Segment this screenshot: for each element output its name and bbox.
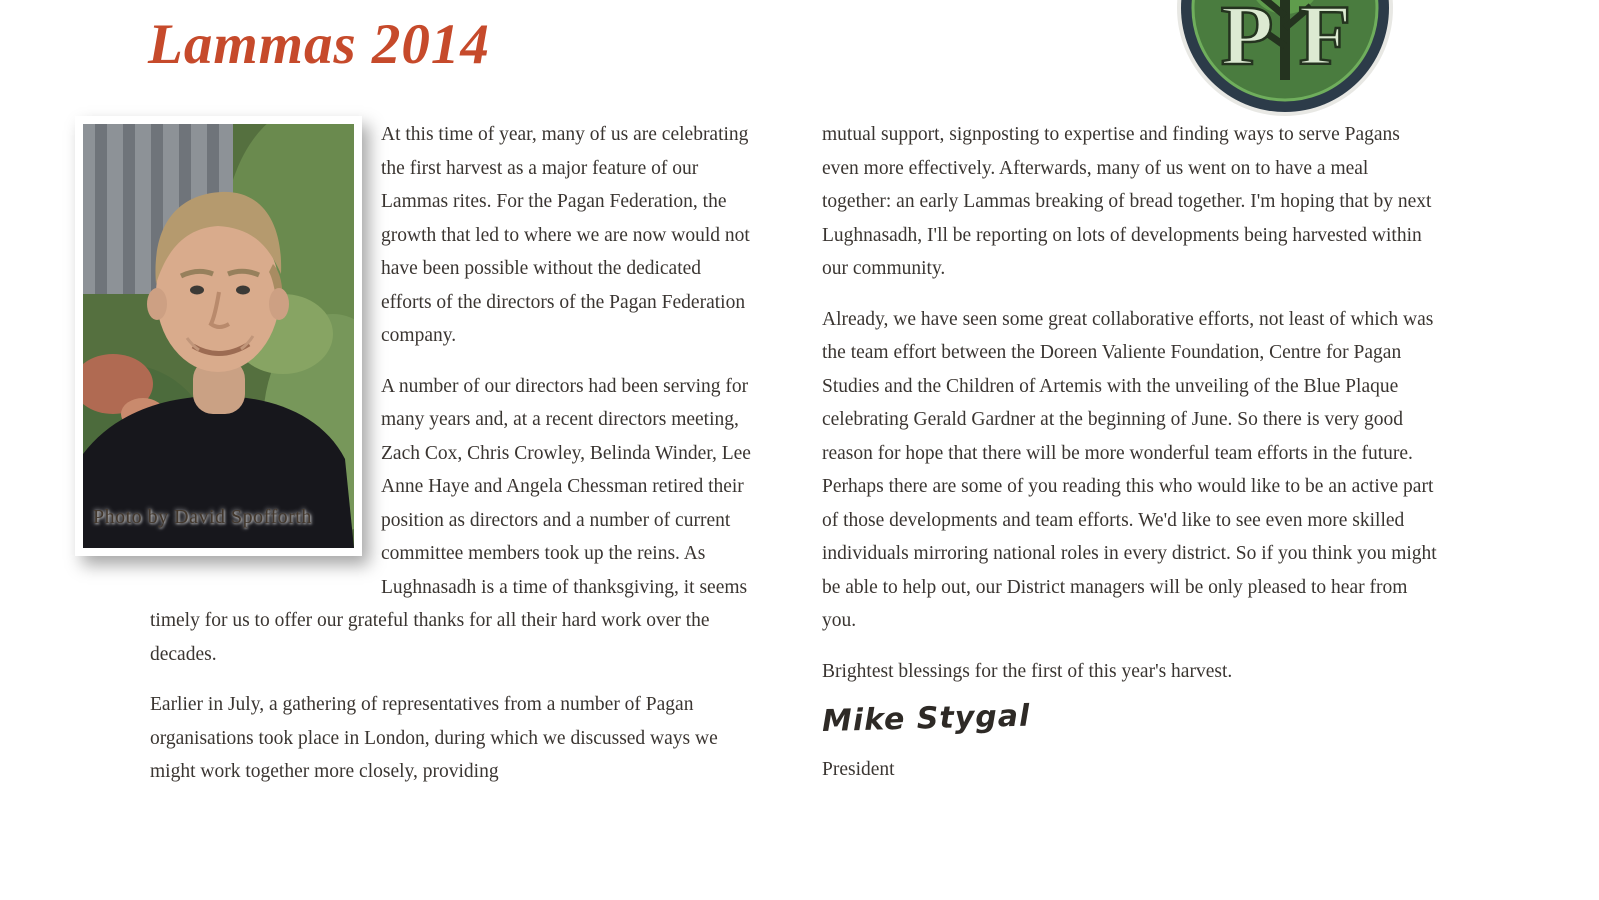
pagan-federation-logo <box>1173 0 1397 120</box>
signature-role: President <box>822 758 895 780</box>
article-right-column <box>822 118 1440 786</box>
page-title: Lammas 2014 <box>148 13 490 76</box>
portrait-photo <box>75 116 362 556</box>
portrait-photo-image <box>83 124 354 548</box>
logo-letter-p: P <box>1220 0 1274 83</box>
body-paragraph: At this time of year, many of us are celebrating the first harvest as a major feature of our Lammas rites. For the Pagan Federation, the growth that led to where we are now would not have been possible without the dedicated efforts of the directors of the Pagan Federation company. <box>381 124 750 346</box>
photo-caption: Photo by David Spofforth <box>93 505 312 528</box>
body-paragraph: A number of our directors had been serving for many years and, at a recent directors meeting, Zach Cox, Chris Crowley, Belinda Winder, Lee Anne Haye and Angela Chessman retired their position as directors and a number of current committee members took up the reins. As Lughnasadh is a time of thanksgiving, it seems timely for us to offer our grateful thanks for all their hard work over the decades. <box>150 375 751 665</box>
article-left-column <box>93 118 756 806</box>
pf-logo-icon <box>1173 0 1397 120</box>
body-paragraph: mutual support, signposting to expertise and finding ways to serve Pagans even more effectively. Afterwards, many of us went on to have a meal together: an early Lammas breaking of bread together. I'm hoping that by next Lughnasadh, I'll be reporting on lots of developments being harvested within our community. <box>822 124 1432 279</box>
body-paragraph: Already, we have seen some great collaborative efforts, not least of which was the team effort between the Doreen Valiente Foundation, Centre for Pagan Studies and the Children of Artemis with the unveiling of the Blue Plaque celebrating Gerald Gardner at the beginning of June. So there is very good reason for hope that there will be more wonderful team efforts in the future. Perhaps there are some of you reading this who would like to be an active part of those developments and team efforts. We'd like to see even more skilled individuals mirroring national roles in every district. So if you think you might be able to help out, our District managers will be only pleased to hear from you. <box>822 308 1437 631</box>
logo-letter-f: F <box>1298 0 1352 83</box>
body-paragraph: Brightest blessings for the first of this year's harvest. <box>822 660 1233 682</box>
signature-name: Mike Stygal <box>821 698 1031 739</box>
body-paragraph: Earlier in July, a gathering of representatives from a number of Pagan organisations took place in London, during which we discussed ways we might work together more closely, providing <box>150 694 718 782</box>
